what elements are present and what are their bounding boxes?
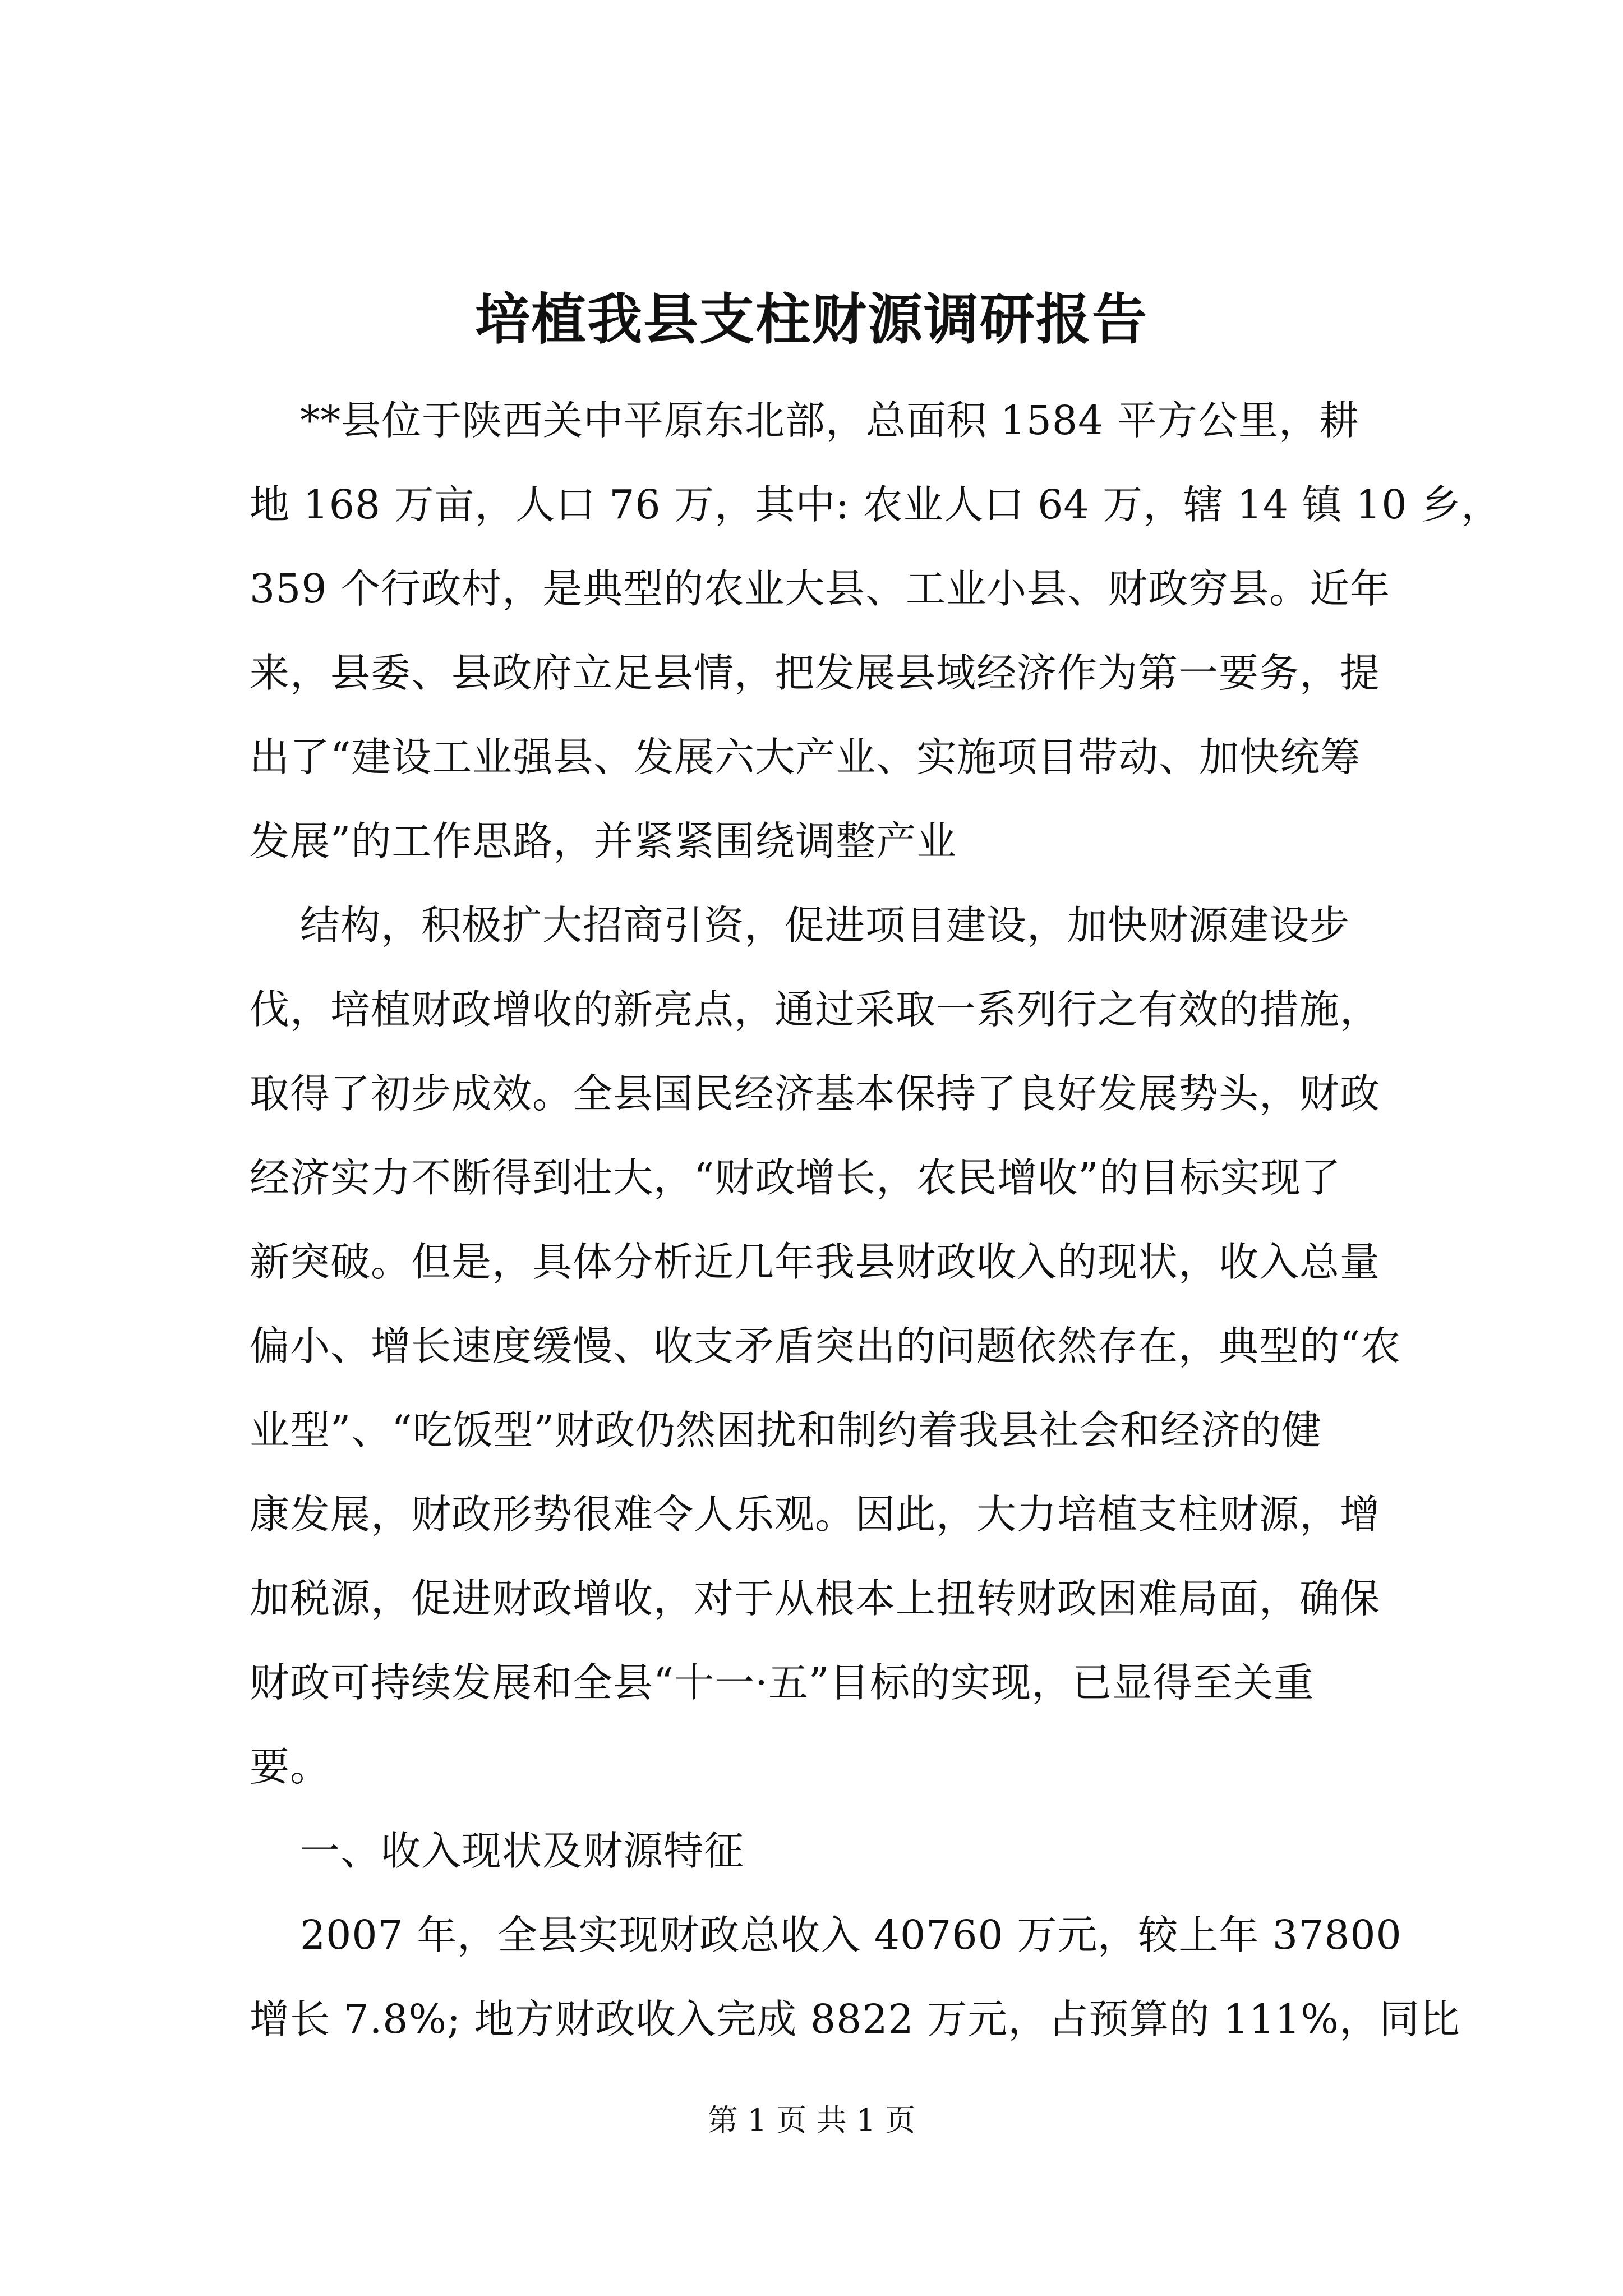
paragraph-line: 发展”的工作思路，并紧紧围绕调整产业 (250, 818, 957, 864)
paragraph-line: 取得了初步成效。全县国民经济基本保持了良好发展势头，财政 (250, 1070, 1381, 1117)
page-number-footer: 第 1 页 共 1 页 (707, 2102, 916, 2138)
paragraph-line: 要。 (250, 1743, 331, 1790)
paragraph-line: 来，县委、县政府立足县情，把发展县域经济作为第一要务，提 (250, 650, 1381, 696)
paragraph-line: 伐，培植财政增收的新亮点，通过采取一系列行之有效的措施， (250, 986, 1381, 1033)
paragraph-line: 2007 年，全县实现财政总收入 40760 万元，较上年 37800 (300, 1912, 1402, 1958)
paragraph-line: 业型”、“吃饭型”财政仍然困扰和制约着我县社会和经济的健 (250, 1407, 1322, 1453)
paragraph-line: 出了“建设工业强县、发展六大产业、实施项目带动、加快统筹 (250, 734, 1361, 780)
paragraph-line: 增长 7.8%; 地方财政收入完成 8822 万元，占预算的 111%，同比 (250, 1996, 1460, 2042)
paragraph-line: 偏小、增长速度缓慢、收支矛盾突出的问题依然存在，典型的“农 (250, 1323, 1401, 1369)
paragraph-line: 康发展，财政形势很难令人乐观。因此，大力培植支柱财源，增 (250, 1491, 1381, 1538)
section-heading: 一、收入现状及财源特征 (300, 1828, 745, 1874)
paragraph-line: **县位于陕西关中平原东北部，总面积 1584 平方公里，耕 (300, 397, 1359, 444)
paragraph-line: 财政可持续发展和全县“十一·五”目标的实现，已显得至关重 (250, 1659, 1315, 1706)
paragraph-line: 结构，积极扩大招商引资，促进项目建设，加快财源建设步 (300, 902, 1350, 949)
document-title: 培植我县支柱财源调研报告 (474, 287, 1148, 352)
paragraph-line: 经济实力不断得到壮大，“财政增长，农民增收”的目标实现了 (250, 1154, 1341, 1201)
paragraph-line: 地 168 万亩，人口 76 万，其中: 农业人口 64 万，辖 14 镇 10 乡， (250, 481, 1502, 528)
paragraph-line: 新突破。但是，具体分析近几年我县财政收入的现状，收入总量 (250, 1239, 1381, 1285)
paragraph-line: 359 个行政村，是典型的农业大县、工业小县、财政穷县。近年 (250, 565, 1391, 612)
paragraph-line: 加税源，促进财政增收，对于从根本上扭转财政困难局面，确保 (250, 1575, 1381, 1622)
